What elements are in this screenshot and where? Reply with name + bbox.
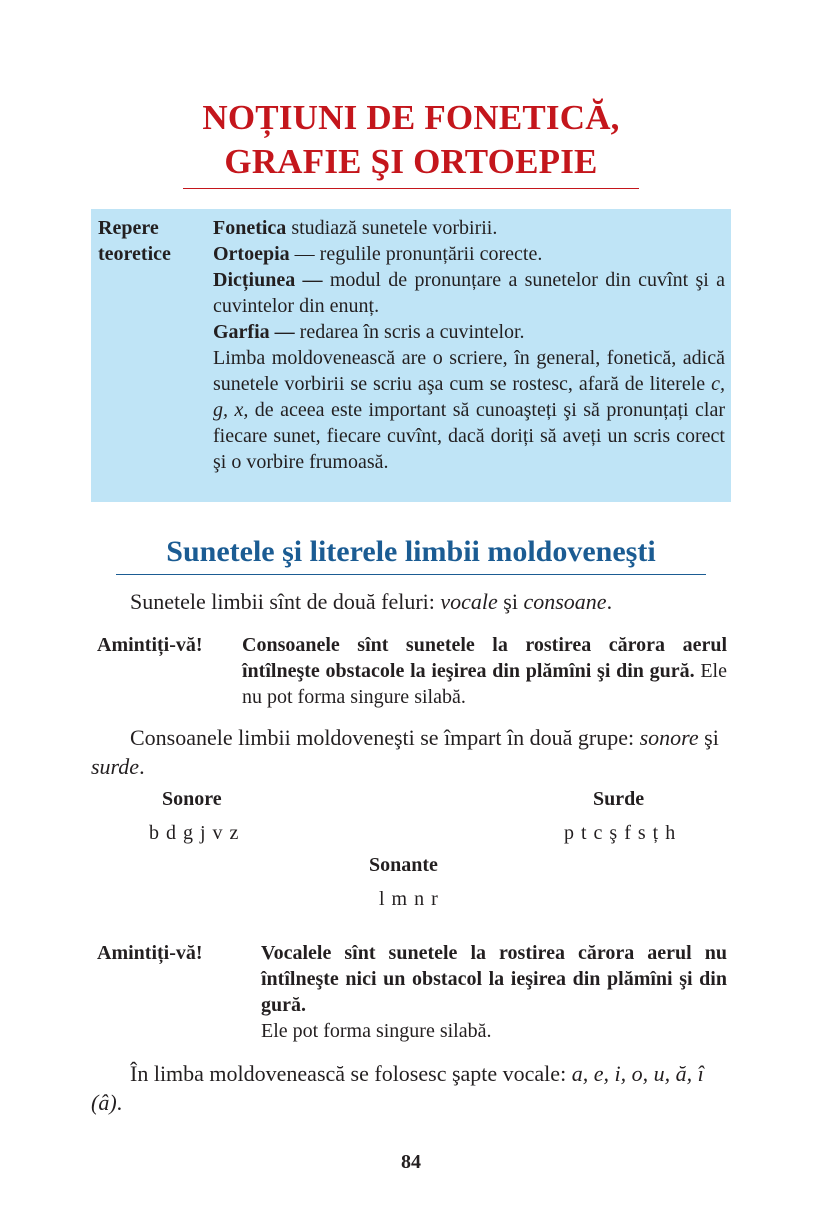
remember-vocale	[97, 940, 737, 1050]
theory-paragraph	[213, 345, 725, 475]
intro-consoane: consoane	[523, 589, 607, 614]
theory-label-line2: teoretice	[98, 243, 171, 265]
vocale-text: În limba moldovenească se folosesc şapte vocale:	[130, 1061, 572, 1086]
chapter-title	[0, 96, 822, 184]
surde-heading: Surde	[593, 788, 645, 810]
remember-vocale-bold-para	[261, 940, 727, 1018]
remember-vocale-bold: Vocalele sînt sunetele la rostirea cărora aerul nu întîlneşte nici un obstacol la ieşirea din plămîni şi din gură.	[261, 942, 727, 1016]
chapter-title-line1: NOȚIUNI DE FONETICĂ,	[202, 98, 620, 137]
theory-label-line1: Repere	[98, 217, 159, 239]
consoane-sonore: sonore	[639, 725, 699, 750]
remember-consoane-text	[242, 632, 727, 710]
vocale-paragraph	[91, 1059, 733, 1117]
remember-vocale-normal: Ele pot forma singure silabă.	[261, 1020, 492, 1042]
section-title: Sunetele şi literele limbii moldoveneşti	[166, 535, 656, 568]
sonante-letters: l m n r	[379, 888, 439, 910]
title-underline	[183, 188, 639, 189]
definition-dictiunea	[213, 267, 725, 319]
section-underline	[116, 574, 706, 575]
def-garfia: redarea în scris a cuvintelor.	[294, 321, 525, 343]
term-ortoepia: Ortoepia	[213, 243, 290, 265]
term-dictiunea: Dicțiunea —	[213, 269, 323, 291]
remember-label: Amintiți-vă!	[97, 942, 203, 964]
theory-paragraph-start: Limba moldovenească are o scriere, în general, fonetică, adică sunetele vorbirii se scriu aşa cum se rostesc, afară de literele	[213, 347, 725, 395]
intro-vocale: vocale	[440, 589, 498, 614]
consoane-and: şi	[698, 725, 719, 750]
theory-paragraph-letters: c, g, x,	[213, 373, 725, 421]
sonore-letters: b d g j v z	[149, 822, 240, 844]
consoane-paragraph	[91, 723, 733, 781]
surde-letters: p t c ş f s ț h	[564, 822, 677, 844]
intro-paragraph	[130, 587, 750, 616]
consoane-surde: surde	[91, 754, 140, 779]
theory-box	[91, 209, 731, 502]
remember-label: Amintiți-vă!	[97, 634, 203, 656]
chapter-title-line2: GRAFIE ŞI ORTOEPIE	[224, 142, 598, 181]
term-garfia: Garfia —	[213, 321, 295, 343]
term-fonetica: Fonetica	[213, 217, 287, 239]
sonante-heading: Sonante	[369, 854, 438, 876]
definition-garfia	[213, 319, 725, 345]
remember-consoane-normal: Ele nu pot forma singure silabă.	[242, 660, 727, 708]
def-dictiunea: modul de pronunțare a sunetelor din cuvînt şi a cuvintelor din enunț.	[213, 269, 726, 317]
def-ortoepia: — regulile pronunțării corecte.	[289, 243, 543, 265]
remember-vocale-text	[261, 940, 727, 1044]
consoane-end: .	[139, 754, 145, 779]
definition-ortoepia	[213, 241, 725, 267]
remember-consoane	[97, 632, 737, 712]
definition-fonetica	[213, 215, 725, 241]
consoane-text: Consoanele limbii moldoveneşti se împart în două grupe:	[130, 725, 640, 750]
remember-consoane-bold: Consoanele sînt sunetele la rostirea cărora aerul întîlneşte obstacole la ieşirea din plămîni şi din gură.	[242, 634, 727, 682]
intro-and: şi	[497, 589, 524, 614]
theory-body	[213, 215, 725, 475]
intro-text: Sunetele limbii sînt de două feluri:	[130, 589, 441, 614]
sonore-heading: Sonore	[162, 788, 222, 810]
theory-label	[98, 215, 171, 267]
theory-paragraph-end: de aceea este important să cunoaşteți şi să pronunțați clar fiecare sunet, fiecare cuvînt, dacă doriți să aveți un scris corect şi o vorbire frumoasă.	[213, 399, 725, 473]
vocale-end: .	[116, 1090, 123, 1115]
page-number: 84	[401, 1151, 421, 1173]
intro-end: .	[606, 589, 613, 614]
def-fonetica: studiază sunetele vorbirii.	[286, 217, 498, 239]
vocale-list: a, e, i, o, u, ă, î (â)	[91, 1061, 704, 1115]
